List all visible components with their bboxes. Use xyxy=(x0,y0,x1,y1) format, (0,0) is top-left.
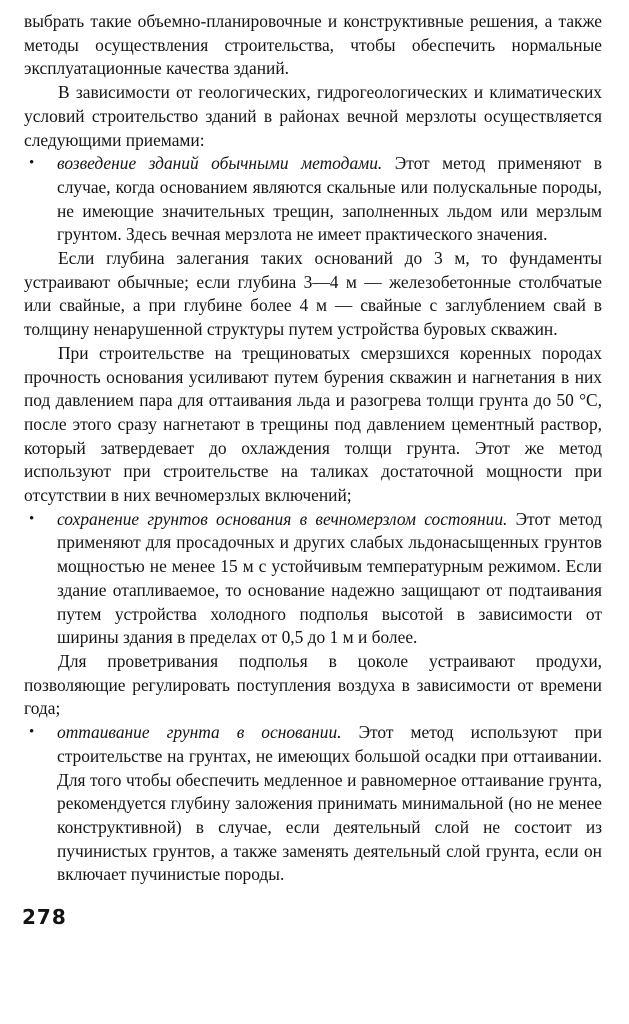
paragraph-ventilation: Для проветривания подполья в цоколе устраивают продухи, позволяющие регулировать поступления воздуха в зависимости от времени года; xyxy=(24,650,602,719)
bullet-item-thawing xyxy=(24,721,602,887)
paragraph-fractured-rock: При строительстве на трещиноватых смерзшихся коренных породах прочность основания усиливают путем бурения скважин и нагнетания в них под давлением пара для оттаивания льда и разогрева толщи грунта до 50 °С, после этого сразу нагнетают в трещины под давлением цементный раствор, который затвердевает до охлаждения толщи грунта. Этот же метод используют при строительстве на таликах достаточной мощности при отсутствии в них вечномерзлых включений; xyxy=(24,342,602,506)
bullet-text-thawing: Этот метод используют при строительстве на грунтах, не имеющих большой осадки при оттаивании. Для того чтобы обеспечить медленное и равномерное оттаивание грунта, рекомендуется глубину заложения принимать минимальной (но не менее конструктивной) в случае, если деятельный слой не состоит из пучинистых грунтов, а также заменять деятельный слой грунта, если он включает пучинистые породы. xyxy=(57,722,602,885)
paragraph-methods: В зависимости от геологических, гидрогеологических и климатических условий строительство зданий в районах вечной мерзлоты осуществляется следующими приемами: xyxy=(24,82,602,150)
paragraph-intro: выбрать такие объемно-планировочные и конструктивные решения, а также методы осуществления строительства, чтобы обеспечить нормальные эксплуатационные качества зданий. xyxy=(24,11,602,79)
page-number: 278 xyxy=(22,905,67,929)
page-body xyxy=(24,10,602,887)
bullet-item-conventional xyxy=(24,152,602,247)
bullet-icon: • xyxy=(29,510,35,527)
bullet-text-conventional: Этот метод применяют в случае, когда основанием являются скальные или полускальные породы, не имеющие значительных трещин, заполненных льдом или мерзлым грунтом. Здесь вечная мерзлота не имеет практического значения. xyxy=(57,153,603,245)
bullet-icon: • xyxy=(29,155,35,172)
bullet-item-permafrost-preservation xyxy=(24,508,602,650)
bullet-icon: • xyxy=(29,724,35,741)
bullet-term-conventional: возведение зданий обычными методами. xyxy=(57,153,383,174)
bullet-term-permafrost-preservation: сохранение грунтов основания в вечномерзлом состоянии. xyxy=(57,508,508,529)
bullet-text-permafrost-preservation: Этот метод применяют для просадочных и других слабых льдонасыщенных грунтов мощностью не менее 15 м с устойчивым температурным режимом. Если здание отапливаемое, то основание надежно защищают от подтаивания путем устройства холодного подполья высотой в зависимости от ширины здания в пределах от 0,5 до 1 м и более. xyxy=(57,508,602,648)
bullet-term-thawing: оттаивание грунта в основании. xyxy=(57,722,342,743)
paragraph-foundation-depth: Если глубина залегания таких оснований до 3 м, то фундаменты устраивают обычные; если глубина 3—4 м — железобетонные столбчатые или свайные, а при глубине более 4 м — свайные с заглублением свай в толщину ненарушенной структуры путем устройства буровых скважин. xyxy=(24,248,602,340)
